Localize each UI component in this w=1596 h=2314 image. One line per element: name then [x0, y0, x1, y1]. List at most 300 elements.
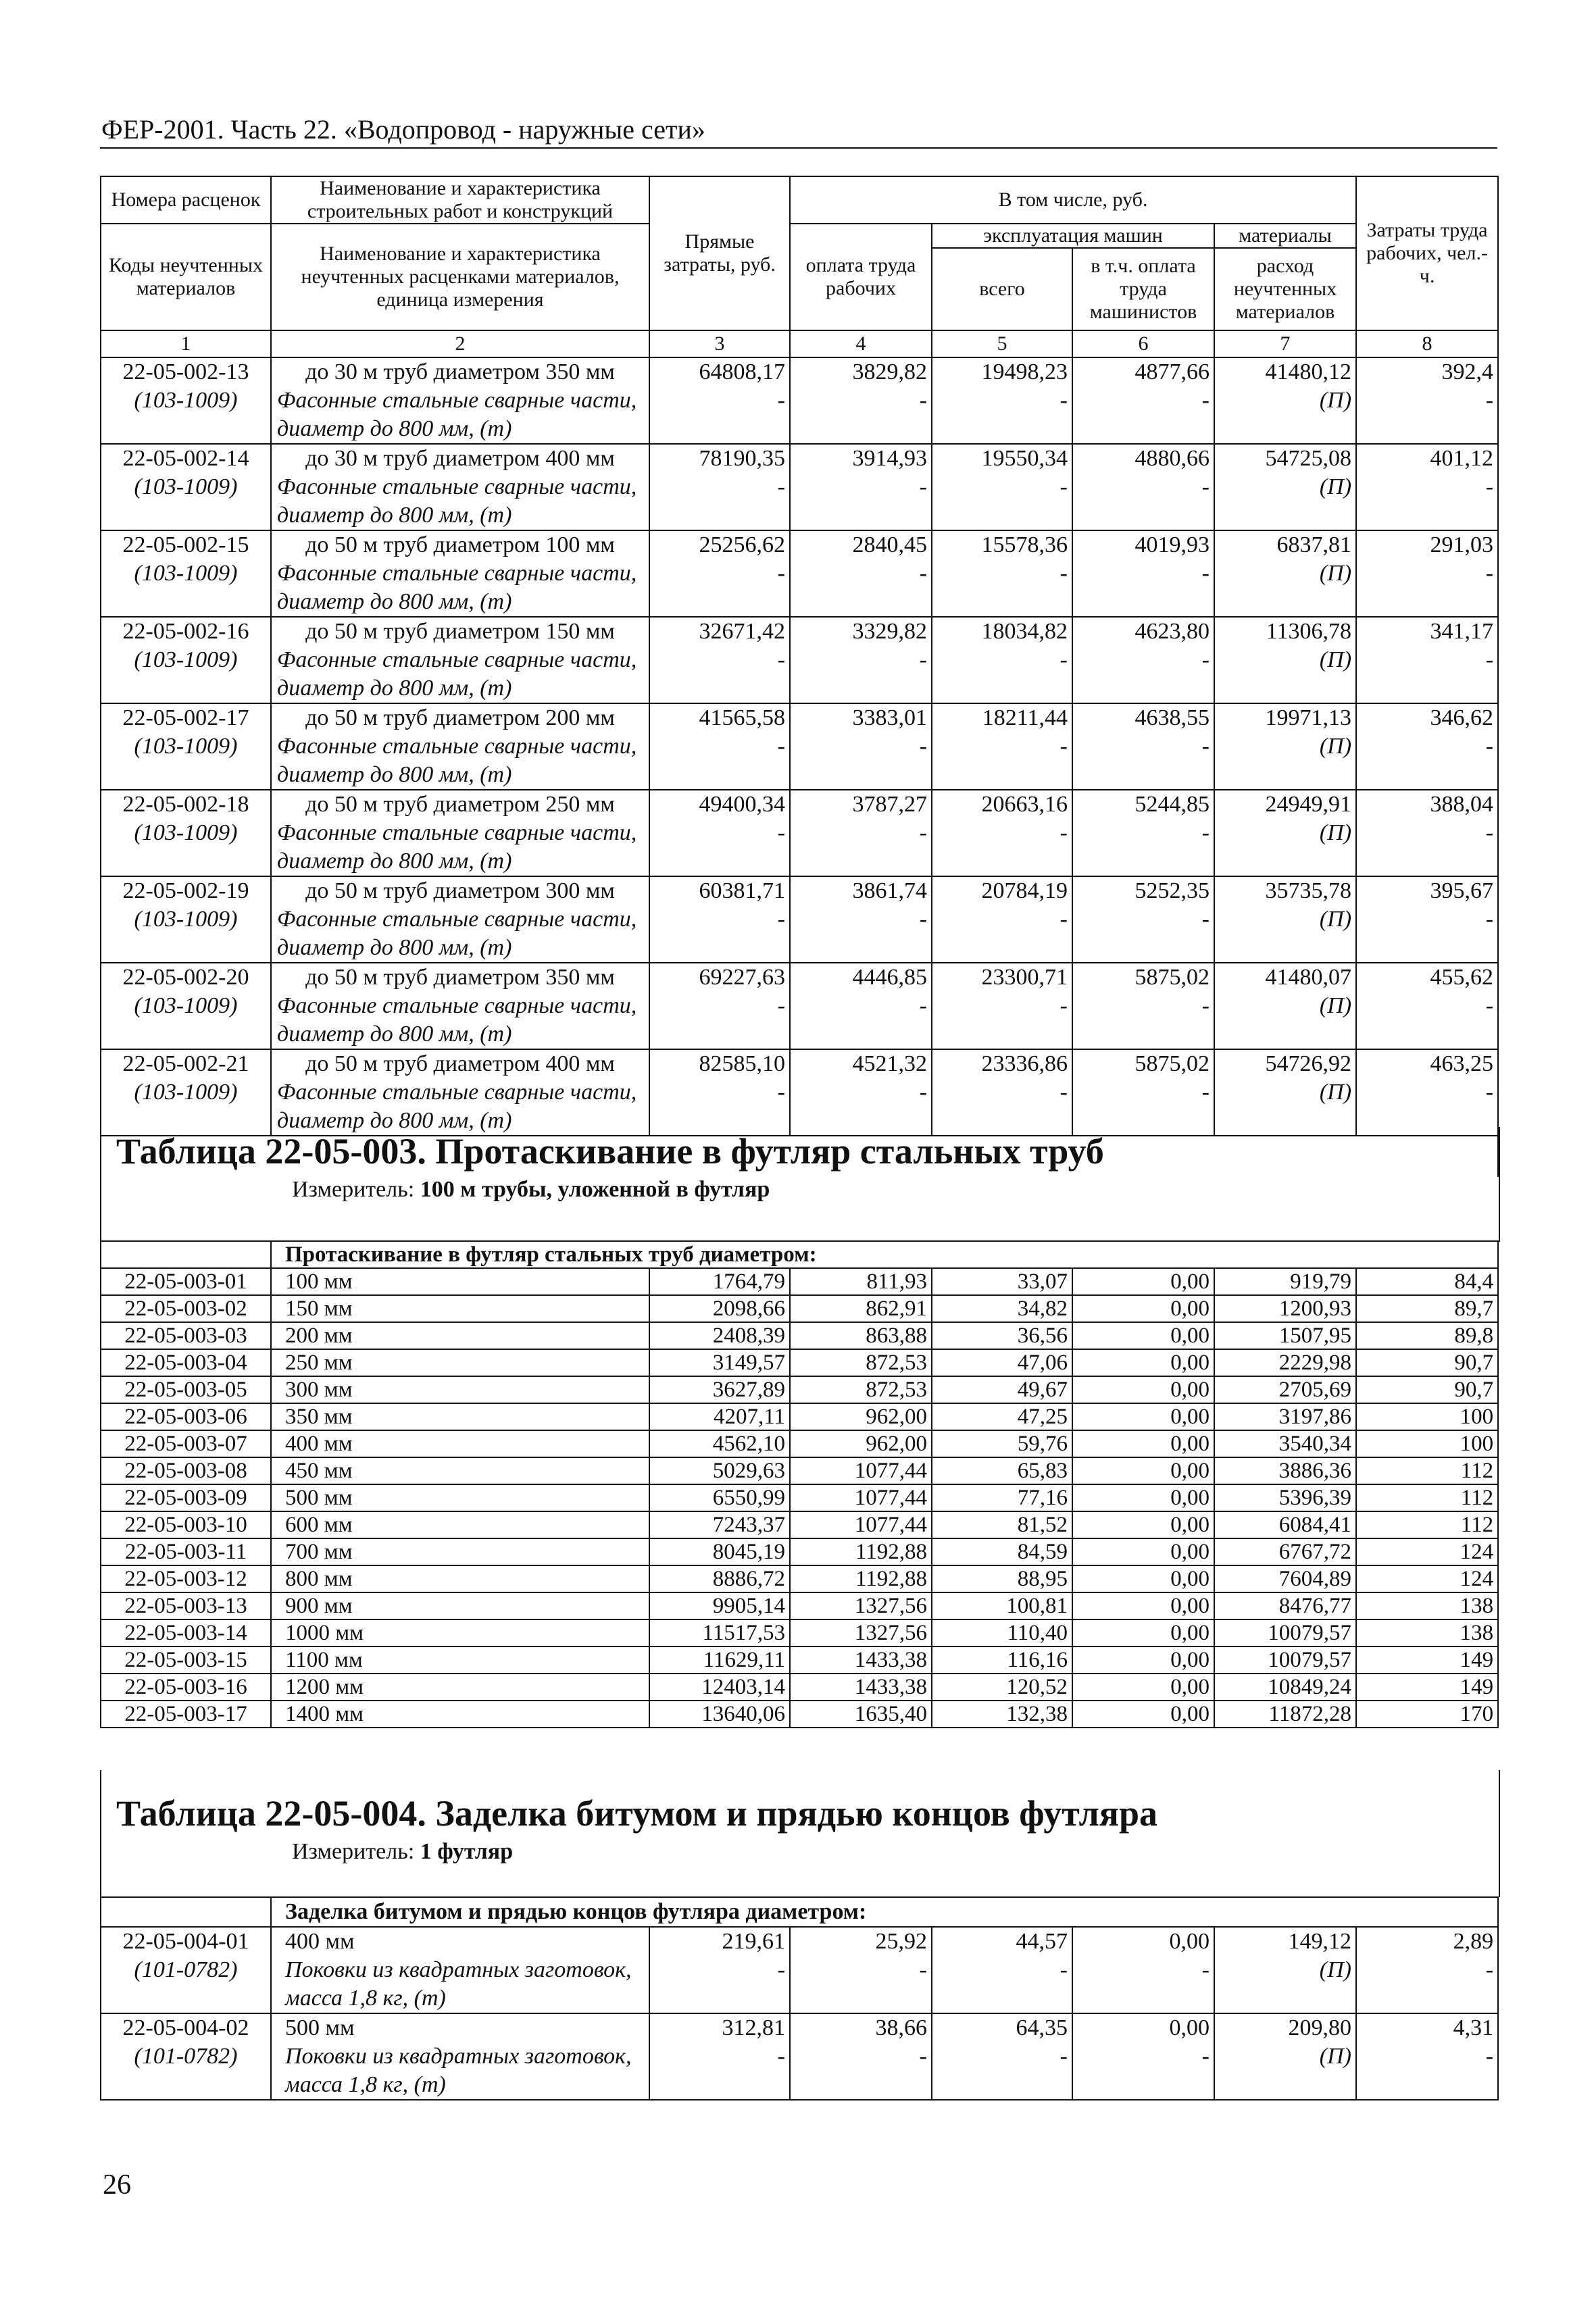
- value-cell: 0,00: [1072, 1484, 1214, 1511]
- dash-mark: -: [1201, 647, 1210, 672]
- table-title: Таблица 22-05-003. Протаскивание в футляр стальных труб: [116, 1131, 1104, 1172]
- value-cell: [932, 444, 1072, 530]
- rate-code-cell: 22-05-003-06: [101, 1403, 271, 1430]
- value-cell: 124: [1356, 1538, 1498, 1565]
- table-row: [101, 617, 1498, 703]
- table-row: [101, 1049, 1498, 1136]
- dash-mark: -: [1059, 1957, 1068, 1982]
- value-cell: [1214, 876, 1356, 963]
- rate-code-cell: [101, 963, 271, 1049]
- page-header: ФЕР-2001. Часть 22. «Водопровод - наружные сети»: [101, 114, 705, 145]
- value-cell: [1072, 963, 1214, 1049]
- cell-value: 4446,85: [852, 965, 927, 990]
- value-cell: 3197,86: [1214, 1403, 1356, 1430]
- dash-mark: -: [1059, 1080, 1068, 1105]
- value-cell: 8476,77: [1214, 1592, 1356, 1619]
- value-cell: 2229,98: [1214, 1349, 1356, 1376]
- description-cell: [271, 1049, 649, 1136]
- cell-value: 5875,02: [1134, 965, 1210, 990]
- material-name: Фасонные стальные сварные части, диаметр до 800 мм, (т): [277, 993, 637, 1047]
- header-rule: [100, 147, 1497, 149]
- value-cell: [1214, 963, 1356, 1049]
- value-cell: [1214, 617, 1356, 703]
- value-cell: [1072, 530, 1214, 617]
- value-cell: 1327,56: [790, 1592, 932, 1619]
- dash-mark: -: [777, 993, 785, 1018]
- cell-value: 64808,17: [699, 359, 785, 384]
- dash-mark: -: [919, 907, 927, 932]
- cell-value: 401,12: [1430, 446, 1494, 471]
- value-cell: 10849,24: [1214, 1674, 1356, 1701]
- value-cell: 170: [1356, 1701, 1498, 1728]
- material-name: Фасонные стальные сварные части, диаметр до 800 мм, (т): [277, 820, 637, 874]
- value-cell: 116,16: [932, 1646, 1072, 1674]
- value-cell: 9905,14: [649, 1592, 790, 1619]
- value-cell: 81,52: [932, 1511, 1072, 1538]
- table-row: [101, 1376, 1498, 1403]
- diameter-cell: 250 мм: [271, 1349, 649, 1376]
- cell-value: 346,62: [1430, 705, 1494, 730]
- cell-value: 49400,34: [699, 792, 785, 817]
- rate-code-cell: [101, 876, 271, 963]
- diameter-cell: 350 мм: [271, 1403, 649, 1430]
- value-cell: 12403,14: [649, 1674, 790, 1701]
- diameter-cell: 500 мм: [271, 1484, 649, 1511]
- cell-value: 388,04: [1430, 792, 1494, 817]
- value-cell: 0,00: [1072, 1403, 1214, 1430]
- cell-value: 5244,85: [1134, 792, 1210, 817]
- value-cell: 2098,66: [649, 1295, 790, 1322]
- table-row: [101, 1349, 1498, 1376]
- col-number: 6: [1072, 330, 1214, 357]
- meter-label: Измеритель:: [292, 1839, 415, 1864]
- cell-value: 149,12: [1288, 1929, 1351, 1954]
- dash-mark: -: [1059, 388, 1068, 413]
- value-cell: 0,00: [1072, 1674, 1214, 1701]
- value-cell: 88,95: [932, 1565, 1072, 1592]
- value-cell: 0,00: [1072, 1511, 1214, 1538]
- value-cell: [790, 703, 932, 790]
- value-cell: 0,00: [1072, 1295, 1214, 1322]
- value-cell: 1764,79: [649, 1268, 790, 1295]
- value-cell: 8045,19: [649, 1538, 790, 1565]
- value-cell: [1214, 703, 1356, 790]
- rate-code: 22-05-002-21: [122, 1051, 249, 1076]
- material-name: Фасонные стальные сварные части, диаметр до 800 мм, (т): [277, 561, 637, 614]
- value-cell: 124: [1356, 1565, 1498, 1592]
- value-cell: 8886,72: [649, 1565, 790, 1592]
- value-cell: 0,00: [1072, 1376, 1214, 1403]
- dash-mark: -: [1201, 734, 1210, 759]
- value-cell: [1072, 444, 1214, 530]
- dash-mark: -: [777, 820, 785, 845]
- work-name: до 50 м труб диаметром 250 мм: [305, 792, 615, 817]
- dash-mark: -: [1485, 388, 1494, 413]
- value-cell: [790, 2013, 932, 2100]
- value-cell: 100: [1356, 1403, 1498, 1430]
- diameter-cell: 1000 мм: [271, 1619, 649, 1646]
- value-cell: [1356, 357, 1498, 444]
- material-name: Фасонные стальные сварные части, диаметр до 800 мм, (т): [277, 734, 637, 787]
- cell-value: 20663,16: [981, 792, 1068, 817]
- value-cell: [932, 963, 1072, 1049]
- diameter-cell: 600 мм: [271, 1511, 649, 1538]
- value-cell: 6767,72: [1214, 1538, 1356, 1565]
- value-cell: [1356, 444, 1498, 530]
- col-work-name-header: Наименование и характеристика строительных работ и конструкций: [271, 176, 649, 224]
- value-cell: 4562,10: [649, 1430, 790, 1457]
- value-cell: 138: [1356, 1592, 1498, 1619]
- table-row: [101, 1646, 1498, 1674]
- value-cell: 1077,44: [790, 1484, 932, 1511]
- section-22-05-003: [100, 1127, 1500, 1242]
- cell-value: 41480,12: [1265, 359, 1352, 384]
- value-cell: 1327,56: [790, 1619, 932, 1646]
- material-code: (103-1009): [134, 734, 238, 759]
- value-cell: 100: [1356, 1430, 1498, 1457]
- cell-value: 4,31: [1453, 2015, 1494, 2040]
- value-cell: 872,53: [790, 1349, 932, 1376]
- dash-mark: -: [1485, 993, 1494, 1018]
- dash-mark: -: [919, 993, 927, 1018]
- dash-mark: -: [1201, 474, 1210, 499]
- dash-mark: -: [1059, 907, 1068, 932]
- value-cell: [790, 876, 932, 963]
- cell-value: 69227,63: [699, 965, 785, 990]
- value-cell: [790, 1049, 932, 1136]
- cell-value: 54726,92: [1265, 1051, 1352, 1076]
- description-cell: [271, 2013, 649, 2100]
- dash-mark: -: [1485, 561, 1494, 586]
- cell-value: 19550,34: [981, 446, 1068, 471]
- dash-mark: -: [919, 647, 927, 672]
- material-name: Фасонные стальные сварные части, диаметр до 800 мм, (т): [277, 1080, 637, 1133]
- rate-code: 22-05-002-13: [122, 359, 249, 384]
- material-name: Фасонные стальные сварные части, диаметр до 800 мм, (т): [277, 474, 637, 528]
- value-cell: [1214, 1927, 1356, 2013]
- table-row: [101, 703, 1498, 790]
- diameter-cell: 1400 мм: [271, 1701, 649, 1728]
- value-cell: 149: [1356, 1674, 1498, 1701]
- value-cell: 0,00: [1072, 1619, 1214, 1646]
- value-cell: [1356, 2013, 1498, 2100]
- value-cell: 1433,38: [790, 1646, 932, 1674]
- value-cell: 1192,88: [790, 1565, 932, 1592]
- rate-code-cell: [101, 617, 271, 703]
- value-cell: [932, 1049, 1072, 1136]
- col-material-name-header: Наименование и характеристика неучтенных расценками материалов, единица измерения: [271, 224, 649, 330]
- value-cell: [932, 357, 1072, 444]
- value-cell: [649, 963, 790, 1049]
- col-number: 8: [1356, 330, 1498, 357]
- value-cell: 1192,88: [790, 1538, 932, 1565]
- cell-value: 341,17: [1430, 619, 1494, 644]
- cell-value: 312,81: [722, 2015, 785, 2040]
- dash-mark: -: [1059, 734, 1068, 759]
- value-cell: 0,00: [1072, 1592, 1214, 1619]
- table-row: [101, 1565, 1498, 1592]
- table-row: [101, 1430, 1498, 1457]
- page-number: 26: [103, 2169, 131, 2200]
- table-row: [101, 1268, 1498, 1295]
- rate-code-cell: [101, 2013, 271, 2100]
- value-cell: [1356, 790, 1498, 876]
- value-cell: [790, 530, 932, 617]
- diameter-cell: 300 мм: [271, 1376, 649, 1403]
- table-row: [101, 1538, 1498, 1565]
- cell-value: 3329,82: [852, 619, 927, 644]
- rates-table-22-05-003: [100, 1240, 1499, 1728]
- dash-mark: -: [1059, 561, 1068, 586]
- dash-mark: -: [1059, 647, 1068, 672]
- value-cell: 3627,89: [649, 1376, 790, 1403]
- value-cell: 112: [1356, 1511, 1498, 1538]
- value-cell: 1077,44: [790, 1511, 932, 1538]
- group-heading: Протаскивание в футляр стальных труб диаметром:: [271, 1241, 1498, 1268]
- material-code: (103-1009): [134, 1080, 238, 1105]
- value-cell: 1077,44: [790, 1457, 932, 1484]
- col-number: 5: [932, 330, 1072, 357]
- cell-value: 0,00: [1169, 2015, 1210, 2040]
- col-group-header: В том числе, руб.: [790, 176, 1356, 224]
- value-cell: 11629,11: [649, 1646, 790, 1674]
- dash-mark: -: [1059, 474, 1068, 499]
- meter-label: Измеритель:: [292, 1177, 415, 1202]
- description-cell: [271, 444, 649, 530]
- rate-code-cell: 22-05-003-09: [101, 1484, 271, 1511]
- material-name: Поковки из квадратных заготовок, масса 1,8 кг, (т): [285, 1957, 632, 2011]
- cell-value: 19971,13: [1265, 705, 1352, 730]
- cell-value: 19498,23: [981, 359, 1068, 384]
- value-cell: 5029,63: [649, 1457, 790, 1484]
- value-cell: 47,25: [932, 1403, 1072, 1430]
- value-cell: [1072, 876, 1214, 963]
- rate-code-cell: 22-05-003-02: [101, 1295, 271, 1322]
- value-cell: 2408,39: [649, 1322, 790, 1349]
- value-cell: 77,16: [932, 1484, 1072, 1511]
- value-cell: [1356, 617, 1498, 703]
- value-cell: [790, 1927, 932, 2013]
- diameter-cell: 800 мм: [271, 1565, 649, 1592]
- rate-code-cell: [101, 444, 271, 530]
- table-title: Таблица 22-05-004. Заделка битумом и прядью концов футляра: [116, 1793, 1158, 1834]
- value-cell: 811,93: [790, 1268, 932, 1295]
- cell-value: 54725,08: [1265, 446, 1352, 471]
- value-cell: 862,91: [790, 1295, 932, 1322]
- diameter-cell: 450 мм: [271, 1457, 649, 1484]
- dash-mark: -: [1485, 734, 1494, 759]
- cell-value: 209,80: [1288, 2015, 1351, 2040]
- value-cell: 0,00: [1072, 1430, 1214, 1457]
- description-cell: [271, 790, 649, 876]
- dash-mark: -: [777, 474, 785, 499]
- value-cell: 89,7: [1356, 1295, 1498, 1322]
- value-cell: 4207,11: [649, 1403, 790, 1430]
- cell-value: 5875,02: [1134, 1051, 1210, 1076]
- value-cell: 34,82: [932, 1295, 1072, 1322]
- cell-value: 3829,82: [852, 359, 927, 384]
- rate-code-cell: [101, 790, 271, 876]
- cell-value: 64,35: [1016, 2015, 1068, 2040]
- rate-code-cell: 22-05-003-10: [101, 1511, 271, 1538]
- col-materials-header: материалы: [1214, 224, 1356, 248]
- rate-code: 22-05-002-15: [122, 532, 249, 557]
- material-flag: (П): [1319, 647, 1352, 672]
- table-row: [101, 790, 1498, 876]
- rate-code-cell: [101, 1927, 271, 2013]
- dash-mark: -: [1201, 1080, 1210, 1105]
- value-cell: 149: [1356, 1646, 1498, 1674]
- material-flag: (П): [1319, 474, 1352, 499]
- col-number: 1: [101, 330, 271, 357]
- table-body: [101, 357, 1498, 1177]
- value-cell: 863,88: [790, 1322, 932, 1349]
- value-cell: 6550,99: [649, 1484, 790, 1511]
- dash-mark: -: [1059, 2044, 1068, 2069]
- material-flag: (П): [1319, 820, 1352, 845]
- cell-value: 44,57: [1016, 1929, 1068, 1954]
- material-code: (103-1009): [134, 993, 238, 1018]
- value-cell: [1356, 876, 1498, 963]
- value-cell: [932, 530, 1072, 617]
- diameter-cell: 1100 мм: [271, 1646, 649, 1674]
- table-row: [101, 963, 1498, 1049]
- rate-code: 22-05-002-16: [122, 619, 249, 644]
- value-cell: [1214, 530, 1356, 617]
- work-name: до 50 м труб диаметром 200 мм: [305, 705, 615, 730]
- cell-value: 4638,55: [1134, 705, 1210, 730]
- value-cell: [649, 876, 790, 963]
- work-name: до 50 м труб диаметром 100 мм: [305, 532, 615, 557]
- table-row: [101, 1619, 1498, 1646]
- cell-value: 463,25: [1430, 1051, 1494, 1076]
- value-cell: 0,00: [1072, 1349, 1214, 1376]
- value-cell: [1356, 963, 1498, 1049]
- value-cell: [649, 530, 790, 617]
- material-flag: (П): [1319, 993, 1352, 1018]
- value-cell: 0,00: [1072, 1646, 1214, 1674]
- value-cell: [1356, 1049, 1498, 1136]
- col-material-code-header: Коды неучтенных материалов: [101, 224, 271, 330]
- empty-cell: [101, 1241, 271, 1268]
- material-flag: (П): [1319, 388, 1352, 413]
- value-cell: [649, 790, 790, 876]
- value-cell: [790, 963, 932, 1049]
- dash-mark: -: [1485, 647, 1494, 672]
- rate-code-cell: 22-05-003-11: [101, 1538, 271, 1565]
- value-cell: [649, 1049, 790, 1136]
- value-cell: [1214, 790, 1356, 876]
- cell-value: 3383,01: [852, 705, 927, 730]
- dash-mark: -: [1485, 907, 1494, 932]
- value-cell: 3540,34: [1214, 1430, 1356, 1457]
- section-22-05-004: [100, 1789, 1500, 1897]
- material-flag: (П): [1319, 561, 1352, 586]
- rate-code-cell: [101, 703, 271, 790]
- value-cell: 90,7: [1356, 1349, 1498, 1376]
- material-flag: (П): [1319, 907, 1352, 932]
- rate-code-cell: 22-05-003-15: [101, 1646, 271, 1674]
- rate-code-cell: 22-05-003-12: [101, 1565, 271, 1592]
- cell-value: 18211,44: [982, 705, 1068, 730]
- dash-mark: -: [777, 647, 785, 672]
- dash-mark: -: [919, 1957, 927, 1982]
- table-body: [101, 1897, 1498, 2100]
- col-number: 2: [271, 330, 649, 357]
- cell-value: 4877,66: [1134, 359, 1210, 384]
- material-code: (103-1009): [134, 647, 238, 672]
- description-cell: [271, 963, 649, 1049]
- table-row: [101, 1674, 1498, 1701]
- dash-mark: -: [777, 388, 785, 413]
- value-cell: [932, 2013, 1072, 2100]
- value-cell: 110,40: [932, 1619, 1072, 1646]
- rate-code: 22-05-002-18: [122, 792, 249, 817]
- dash-mark: -: [777, 1957, 785, 1982]
- cell-value: 3861,74: [852, 878, 927, 903]
- work-name: до 30 м труб диаметром 400 мм: [305, 446, 615, 471]
- diameter-cell: 700 мм: [271, 1538, 649, 1565]
- dash-mark: -: [1485, 1080, 1494, 1105]
- dash-mark: -: [919, 2044, 927, 2069]
- value-cell: 6084,41: [1214, 1511, 1356, 1538]
- table-row: [101, 1592, 1498, 1619]
- value-cell: [932, 703, 1072, 790]
- value-cell: 112: [1356, 1457, 1498, 1484]
- description-cell: [271, 617, 649, 703]
- value-cell: [1356, 530, 1498, 617]
- value-cell: 1200,93: [1214, 1295, 1356, 1322]
- col-rate-number-header: Номера расценок: [101, 176, 271, 224]
- rate-code: 22-05-002-20: [122, 965, 249, 990]
- value-cell: 100,81: [932, 1592, 1072, 1619]
- dash-mark: -: [777, 907, 785, 932]
- description-cell: [271, 1927, 649, 2013]
- meter-value: 1 футляр: [420, 1839, 514, 1864]
- material-name: Фасонные стальные сварные части, диаметр до 800 мм, (т): [277, 647, 637, 701]
- description-cell: [271, 357, 649, 444]
- cell-value: 38,66: [875, 2015, 927, 2040]
- meter-line: [101, 1838, 1499, 1866]
- value-cell: [1214, 1049, 1356, 1136]
- work-name: до 30 м труб диаметром 350 мм: [305, 359, 615, 384]
- value-cell: 65,83: [932, 1457, 1072, 1484]
- value-cell: 10079,57: [1214, 1646, 1356, 1674]
- cell-value: 11306,78: [1266, 619, 1352, 644]
- value-cell: 872,53: [790, 1376, 932, 1403]
- cell-value: 6837,81: [1276, 532, 1352, 557]
- diameter-cell: 200 мм: [271, 1322, 649, 1349]
- cell-value: 4623,80: [1134, 619, 1210, 644]
- cell-value: 25256,62: [699, 532, 785, 557]
- value-cell: 0,00: [1072, 1565, 1214, 1592]
- rate-code-cell: [101, 357, 271, 444]
- cell-value: 18034,82: [981, 619, 1068, 644]
- value-cell: 7604,89: [1214, 1565, 1356, 1592]
- value-cell: 49,67: [932, 1376, 1072, 1403]
- col-number: 7: [1214, 330, 1356, 357]
- diameter-cell: 100 мм: [271, 1268, 649, 1295]
- value-cell: 59,76: [932, 1430, 1072, 1457]
- value-cell: [1072, 357, 1214, 444]
- value-cell: 0,00: [1072, 1322, 1214, 1349]
- rate-code-cell: 22-05-003-01: [101, 1268, 271, 1295]
- value-cell: [649, 1927, 790, 2013]
- dash-mark: -: [1485, 2044, 1494, 2069]
- value-cell: 3886,36: [1214, 1457, 1356, 1484]
- value-cell: 1635,40: [790, 1701, 932, 1728]
- table-body: [101, 1241, 1498, 1728]
